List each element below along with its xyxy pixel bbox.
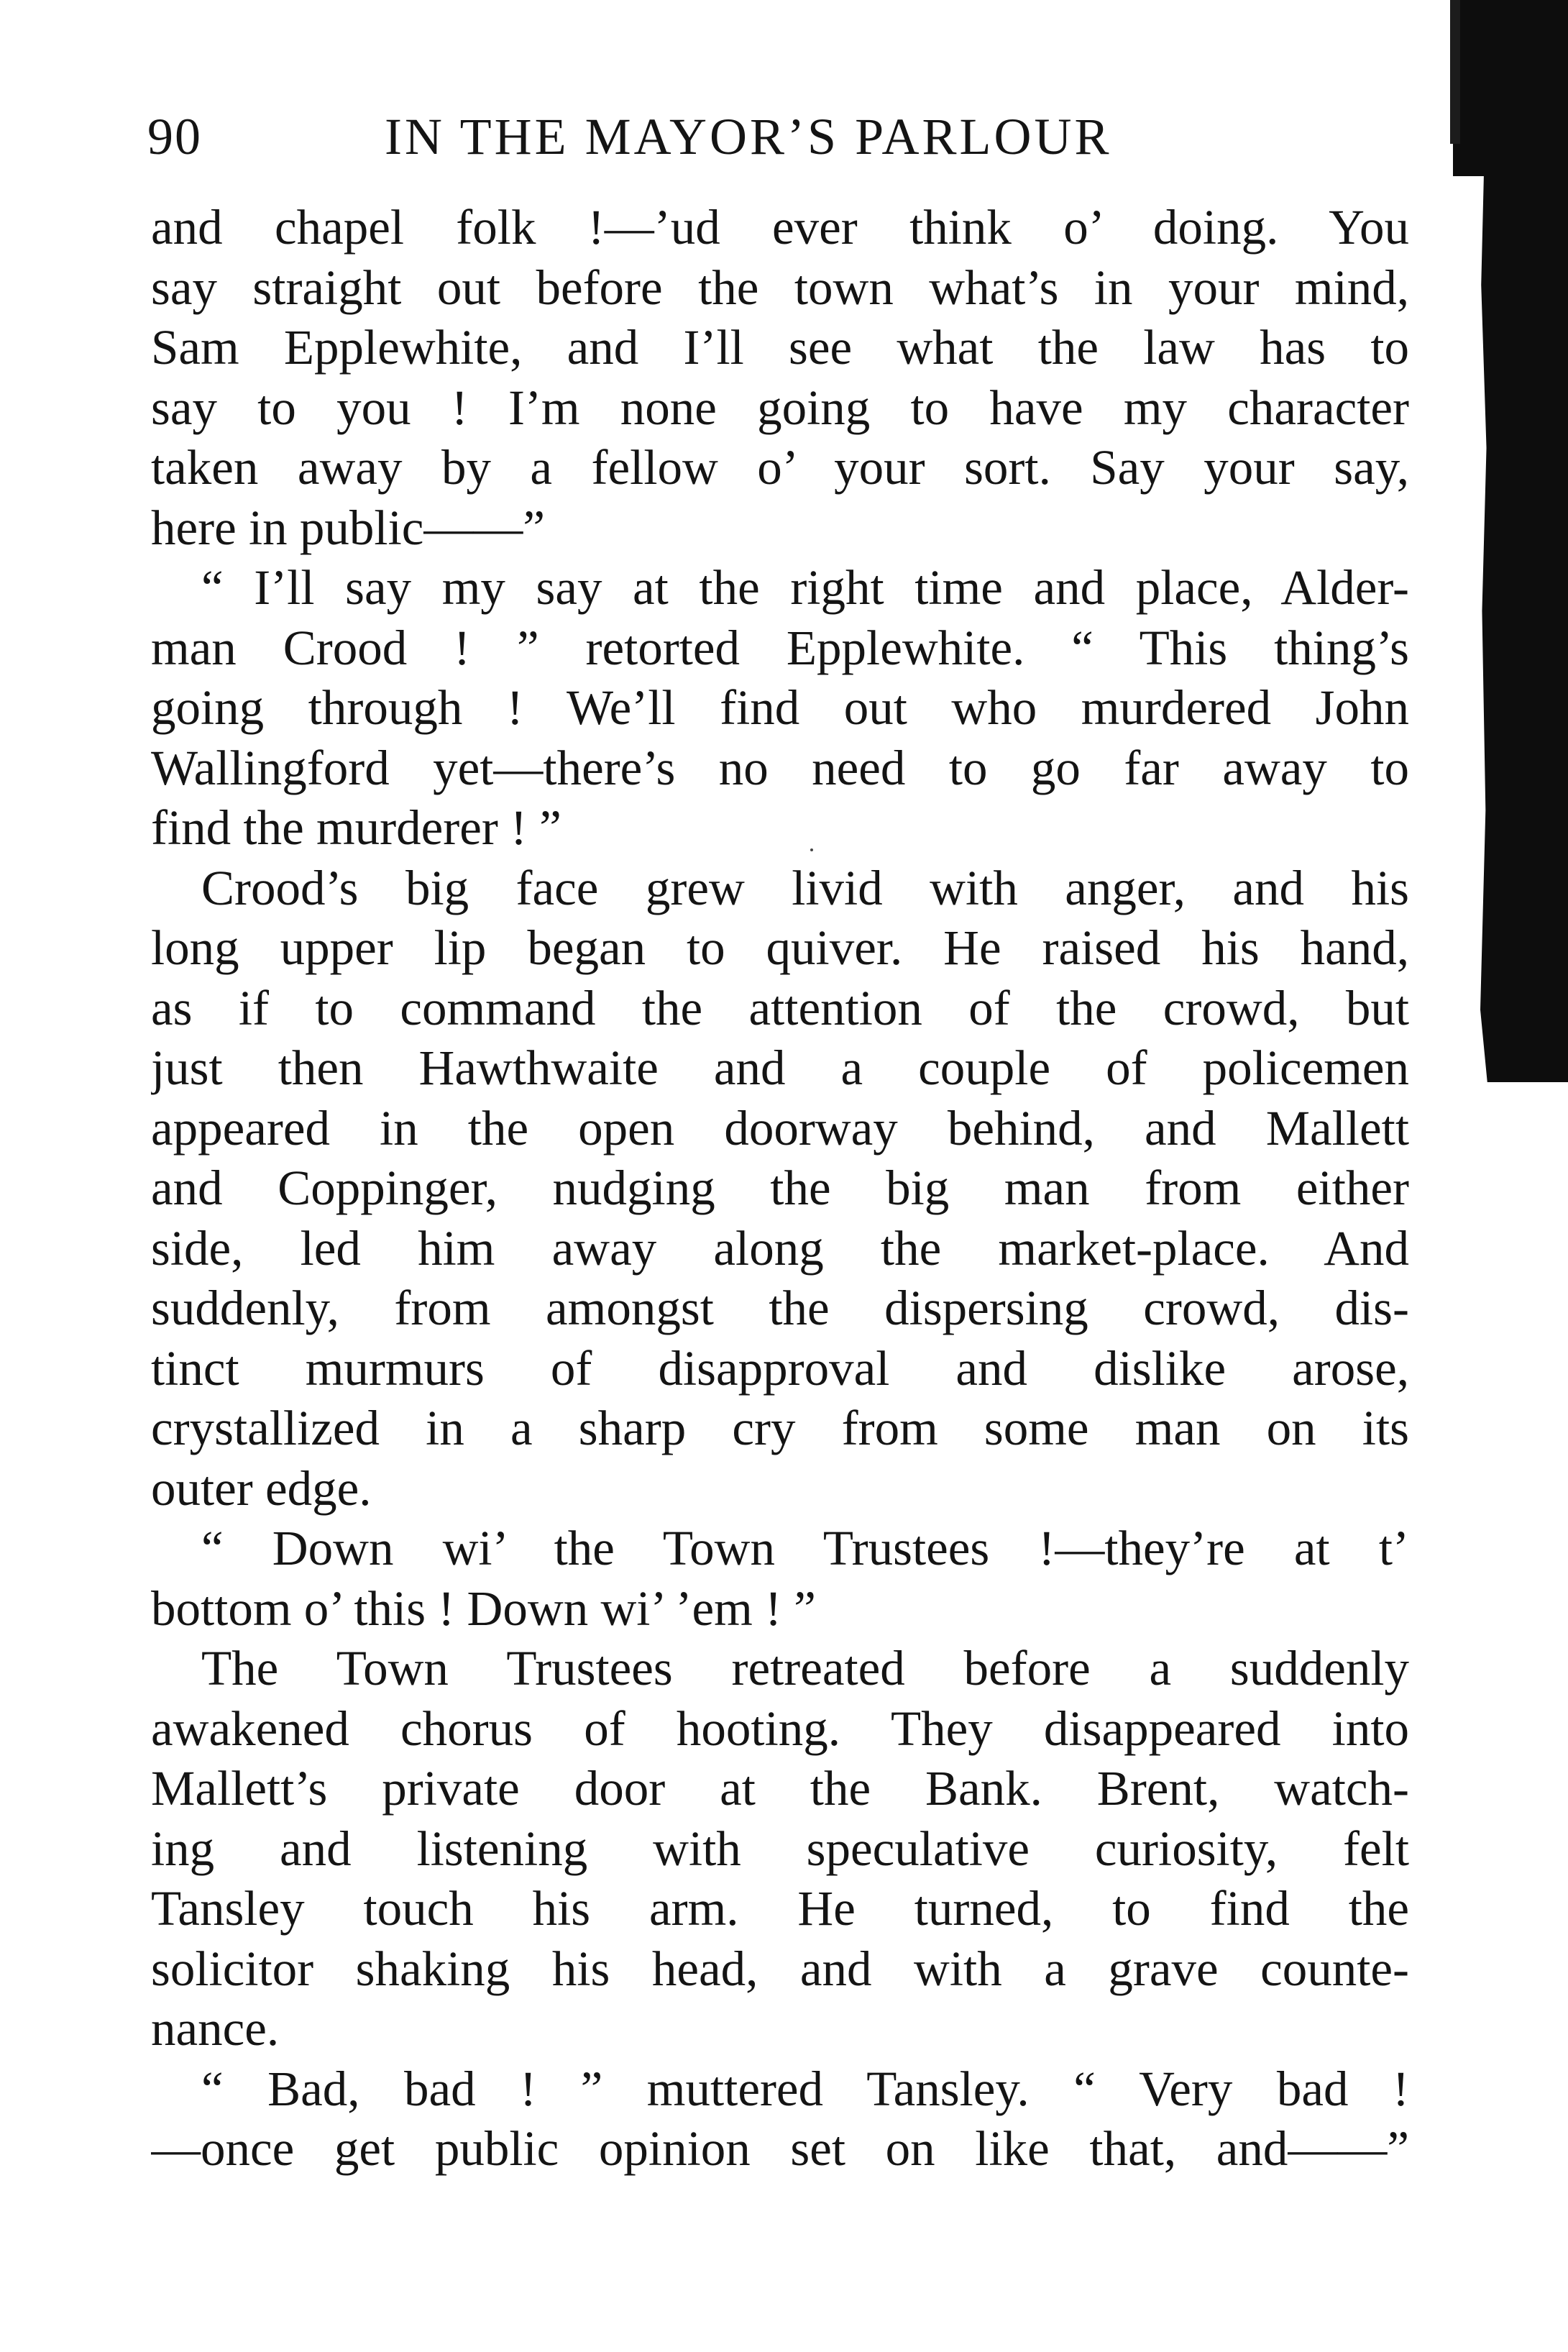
text-line: Sam Epplewhite, and I’ll see what the law has to bbox=[151, 320, 1409, 375]
scan-edge-shadow-side bbox=[1480, 176, 1568, 1082]
scan-speck bbox=[810, 848, 813, 851]
text-line: suddenly, from amongst the dispersing crowd, dis- bbox=[151, 1281, 1409, 1335]
text-line: man Crood ! ” retorted Epplewhite. “ This thing’s bbox=[151, 620, 1409, 675]
page-number: 90 bbox=[147, 108, 202, 165]
text-line: awakened chorus of hooting. They disappeared into bbox=[151, 1701, 1409, 1756]
text-line: side, led him away along the market-place. And bbox=[151, 1220, 1409, 1276]
text-line: here in public——” bbox=[151, 500, 545, 555]
scan-edge-notch bbox=[1450, 0, 1460, 144]
text-line: as if to command the attention of the crowd, but bbox=[151, 980, 1409, 1035]
text-line: say straight out before the town what’s in your mind, bbox=[151, 260, 1409, 315]
text-line: and Coppinger, nudging the big man from either bbox=[151, 1161, 1409, 1215]
text-line: ing and listening with speculative curiosity, felt bbox=[151, 1821, 1409, 1876]
text-line: appeared in the open doorway behind, and Mallett bbox=[151, 1100, 1409, 1156]
text-line: just then Hawthwaite and a couple of policemen bbox=[151, 1040, 1409, 1095]
text-line: Mallett’s private door at the Bank. Brent, watch- bbox=[151, 1761, 1409, 1816]
text-line: and chapel folk !—’ud ever think o’ doing. You bbox=[151, 200, 1409, 255]
chapter-running-title: IN THE MAYOR’S PARLOUR bbox=[385, 108, 1112, 165]
text-line: —once get public opinion set on like that, and——” bbox=[151, 2121, 1409, 2176]
text-line: crystallized in a sharp cry from some man on its bbox=[151, 1401, 1409, 1455]
text-line: nance. bbox=[151, 2001, 280, 2056]
text-line: find the murderer ! ” bbox=[151, 800, 561, 855]
text-line: Crood’s big face grew livid with anger, and his bbox=[201, 860, 1409, 915]
text-line: Wallingford yet—there’s no need to go far away to bbox=[151, 740, 1409, 795]
scan-edge-shadow-top bbox=[1453, 0, 1568, 176]
text-line: tinct murmurs of disapproval and dislike arose, bbox=[151, 1340, 1409, 1396]
text-line: outer edge. bbox=[151, 1460, 372, 1516]
body-text bbox=[151, 198, 1409, 2179]
text-line: long upper lip began to quiver. He raised his hand, bbox=[151, 920, 1409, 975]
text-line: bottom o’ this ! Down wi’ ’em ! ” bbox=[151, 1580, 816, 1636]
text-line: “ Bad, bad ! ” muttered Tansley. “ Very bad ! bbox=[201, 2061, 1409, 2116]
running-head bbox=[147, 101, 1413, 173]
text-line: Tansley touch his arm. He turned, to find the bbox=[151, 1881, 1409, 1936]
text-line: “ I’ll say my say at the right time and place, Alder- bbox=[201, 560, 1409, 615]
text-line: “ Down wi’ the Town Trustees !—they’re at t’ bbox=[201, 1521, 1409, 1575]
text-line: say to you ! I’m none going to have my character bbox=[151, 380, 1409, 435]
text-line: solicitor shaking his head, and with a grave counte- bbox=[151, 1941, 1409, 1996]
text-line: taken away by a fellow o’ your sort. Say your say, bbox=[151, 440, 1409, 495]
text-line: going through ! We’ll find out who murdered John bbox=[151, 680, 1409, 735]
text-line: The Town Trustees retreated before a suddenly bbox=[201, 1641, 1409, 1696]
